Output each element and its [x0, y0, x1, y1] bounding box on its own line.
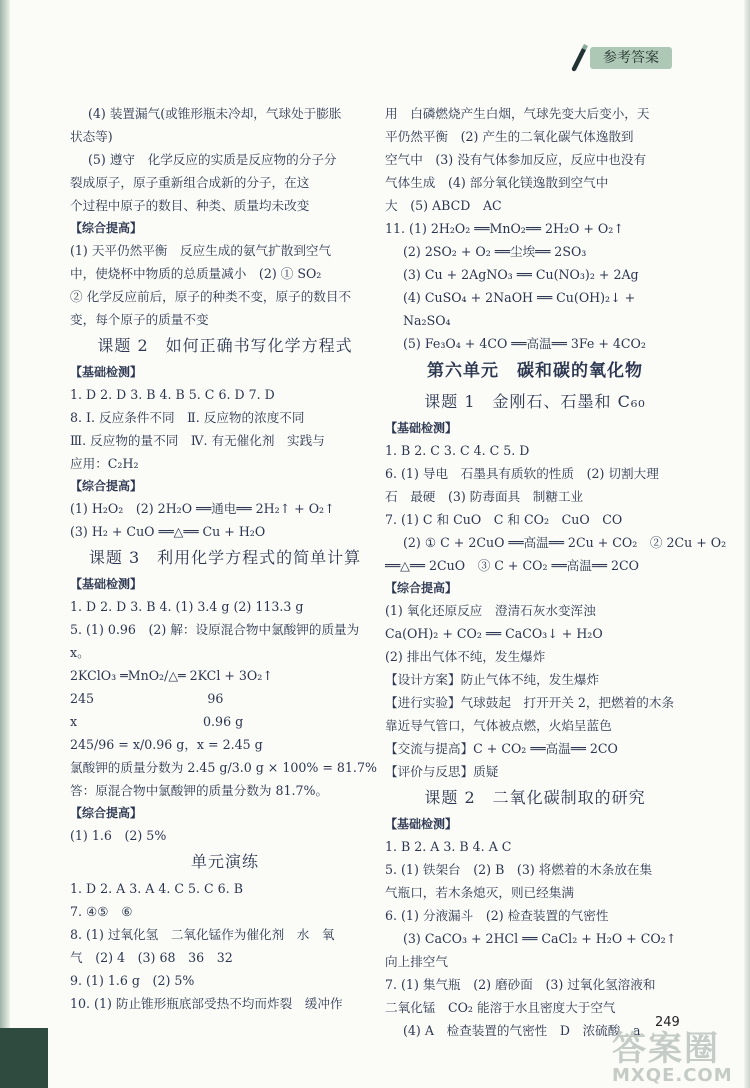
text-line: 【交流与提高】C + CO₂ ══高温══ 2CO [385, 741, 618, 756]
text-line: 5. (1) 0.96 (2) 解：设原混合物中氯酸钾的质量为 [70, 622, 360, 637]
left-column [70, 102, 380, 1015]
section-heading: 【基础检测】 [70, 577, 143, 591]
text-line: 石 最硬 (3) 防毒面具 制糖工业 [385, 489, 584, 504]
text-line: 【评价与反思】质疑 [385, 764, 499, 779]
text-line: 9. (1) 1.6 g (2) 5% [70, 973, 195, 988]
text-line: (4) CuSO₄ + 2NaOH ══ Cu(OH)₂↓ + [403, 290, 636, 305]
text-line: 状态等) [70, 129, 113, 144]
text-line: (3) CaCO₃ + 2HCl ══ CaCl₂ + H₂O + CO₂↑ [403, 931, 677, 946]
page-corner-block [0, 1028, 48, 1088]
right-column [385, 102, 727, 1042]
text-line: 气体生成 (4) 部分氧化镁逸散到空气中 [385, 175, 609, 190]
text-line: 8. Ⅰ. 反应条件不同 Ⅱ. 反应物的浓度不同 [70, 410, 305, 425]
text-line: ② 化学反应前后，原子的种类不变，原子的数目不 [70, 289, 352, 304]
text-line: (1) 氧化还原反应 澄清石灰水变浑浊 [385, 603, 596, 618]
text-line: Ca(OH)₂ + CO₂ ══ CaCO₃↓ + H₂O [385, 626, 603, 641]
page-number: 249 [655, 1015, 680, 1030]
text-line: 10. (1) 防止锥形瓶底部受热不均而炸裂 缓冲作 [70, 996, 343, 1011]
text-line: 1. B 2. A 3. B 4. A C [385, 839, 512, 854]
text-line: (2) 2SO₂ + O₂ ══尘埃══ 2SO₃ [403, 244, 587, 259]
section-heading: 【综合提高】 [70, 806, 143, 820]
page-edge-right [744, 0, 750, 1088]
text-line: 7. ④⑤ ⑥ [70, 904, 133, 919]
text-line: (3) H₂ + CuO ══△══ Cu + H₂O [70, 524, 266, 539]
watermark-url: MXQE.COM [612, 1065, 733, 1086]
section-heading: 【综合提高】 [70, 479, 143, 493]
topic-title: 课题 2 二氧化碳制取的研究 [424, 788, 646, 807]
text-line: 5. (1) 铁架台 (2) B (3) 将燃着的木条放在集 [385, 862, 653, 877]
pen-icon [568, 42, 590, 72]
text-line: 裂成原子，原子重新组合成新的分子，在这 [70, 175, 310, 190]
text-line: 1. B 2. C 3. C 4. C 5. D [385, 443, 530, 458]
text-line: (2) 排出气体不纯，发生爆炸 [385, 649, 546, 664]
text-line: 二氧化锰 CO₂ 能溶于水且密度大于空气 [385, 1000, 616, 1015]
text-line: 【设计方案】防止气体不纯，发生爆炸 [385, 672, 600, 687]
text-line: 245/96 = x/0.96 g，x = 2.45 g [70, 737, 263, 752]
text-line: (4) A 检查装置的气密性 D 浓硫酸 a [403, 1023, 641, 1038]
text-line: 6. (1) 导电 石墨具有质软的性质 (2) 切割大理 [385, 466, 659, 481]
section-heading: 【基础检测】 [70, 365, 143, 379]
text-line: 平仍然平衡 (2) 产生的二氧化碳气体逸散到 [385, 129, 634, 144]
text-line: ══△══ 2CuO ③ C + CO₂ ══高温══ 2CO [385, 558, 639, 573]
text-line: 7. (1) 集气瓶 (2) 磨砂面 (3) 过氧化氢溶液和 [385, 977, 656, 992]
topic-title: 课题 1 金刚石、石墨和 C₆₀ [424, 392, 646, 411]
text-line: (3) Cu + 2AgNO₃ ══ Cu(NO₃)₂ + 2Ag [403, 267, 639, 282]
text-line: (4) 装置漏气(或锥形瓶未冷却，气球处于膨胀 [88, 106, 342, 121]
topic-title: 课题 3 利用化学方程式的简单计算 [88, 548, 362, 567]
text-line: 用 白磷燃烧产生白烟，气球先变大后变小，天 [385, 106, 650, 121]
page-edge-left [0, 0, 10, 1088]
text-line: 1. D 2. D 3. B 4. B 5. C 6. D 7. D [70, 387, 275, 402]
text-line: 8. (1) 过氧化氢 二氧化锰作为催化剂 水 氧 [70, 927, 335, 942]
topic-title: 课题 2 如何正确书写化学方程式 [97, 336, 353, 355]
section-heading: 【基础检测】 [385, 817, 458, 831]
text-line: 氯酸钾的质量分数为 2.45 g/3.0 g × 100% = 81.7% [70, 760, 377, 775]
text-line: 大 (5) ABCD AC [385, 198, 502, 213]
text-line: (1) 天平仍然平衡 反应生成的氨气扩散到空气 [70, 243, 332, 258]
text-line: 1. D 2. D 3. B 4. (1) 3.4 g (2) 113.3 g [70, 599, 304, 614]
section-heading: 【基础检测】 [385, 421, 458, 435]
text-line: 245 96 [70, 691, 224, 706]
watermark-logo [612, 1029, 733, 1086]
watermark-text: 答案圈 [612, 1029, 720, 1069]
text-line: Ⅲ. 反应物的量不同 Ⅳ. 有无催化剂 实践与 [70, 433, 325, 448]
answer-header-tag: 参考答案 [590, 47, 672, 69]
text-line: 中，使烧杯中物质的总质量减小 (2) ① SO₂ [70, 266, 322, 281]
text-line: (1) H₂O₂ (2) 2H₂O ══通电══ 2H₂↑ + O₂↑ [70, 501, 335, 516]
text-line: (1) 1.6 (2) 5% [70, 828, 167, 843]
text-line: 向上排空气 [385, 954, 448, 969]
text-line: 个过程中原子的数目、种类、质量均未改变 [70, 198, 310, 213]
text-line: (5) Fe₃O₄ + 4CO ══高温══ 3Fe + 4CO₂ [403, 336, 646, 351]
text-line: 11. (1) 2H₂O₂ ══MnO₂══ 2H₂O + O₂↑ [385, 221, 624, 236]
unit-title: 第六单元 碳和碳的氧化物 [427, 361, 643, 381]
text-line: 【进行实验】气球鼓起 打开开关 2，把燃着的木条 [385, 695, 675, 710]
text-line: 空气中 (3) 没有气体参加反应，反应中也没有 [385, 152, 647, 167]
text-line: 1. D 2. A 3. A 4. C 5. C 6. B [70, 881, 243, 896]
text-line: x 0.96 g [70, 714, 244, 729]
text-line: x。 [70, 645, 90, 660]
text-line: 2KClO₃ ═MnO₂/△═ 2KCl + 3O₂↑ [70, 668, 273, 683]
topic-title: 单元演练 [190, 852, 259, 871]
text-line: 气 (2) 4 (3) 68 36 32 [70, 950, 233, 965]
text-line: (2) ① C + 2CuO ══高温══ 2Cu + CO₂ ② 2Cu + O₂ [403, 535, 727, 550]
text-line: 变，每个原子的质量不变 [70, 312, 209, 327]
section-heading: 【综合提高】 [385, 581, 458, 595]
text-line: 气瓶口，若木条熄灭，则已经集满 [385, 885, 574, 900]
text-line: 靠近导气管口，气体被点燃，火焰呈蓝色 [385, 718, 612, 733]
section-heading: 【综合提高】 [70, 221, 143, 235]
text-line: 答：原混合物中氯酸钾的质量分数为 81.7%。 [70, 783, 329, 798]
text-line: 6. (1) 分液漏斗 (2) 检查装置的气密性 [385, 908, 609, 923]
text-line: 7. (1) C 和 CuO C 和 CO₂ CuO CO [385, 512, 623, 527]
text-line: 应用：C₂H₂ [70, 456, 139, 471]
text-line: Na₂SO₄ [403, 313, 451, 328]
text-line: (5) 遵守 化学反应的实质是反应物的分子分 [88, 152, 337, 167]
